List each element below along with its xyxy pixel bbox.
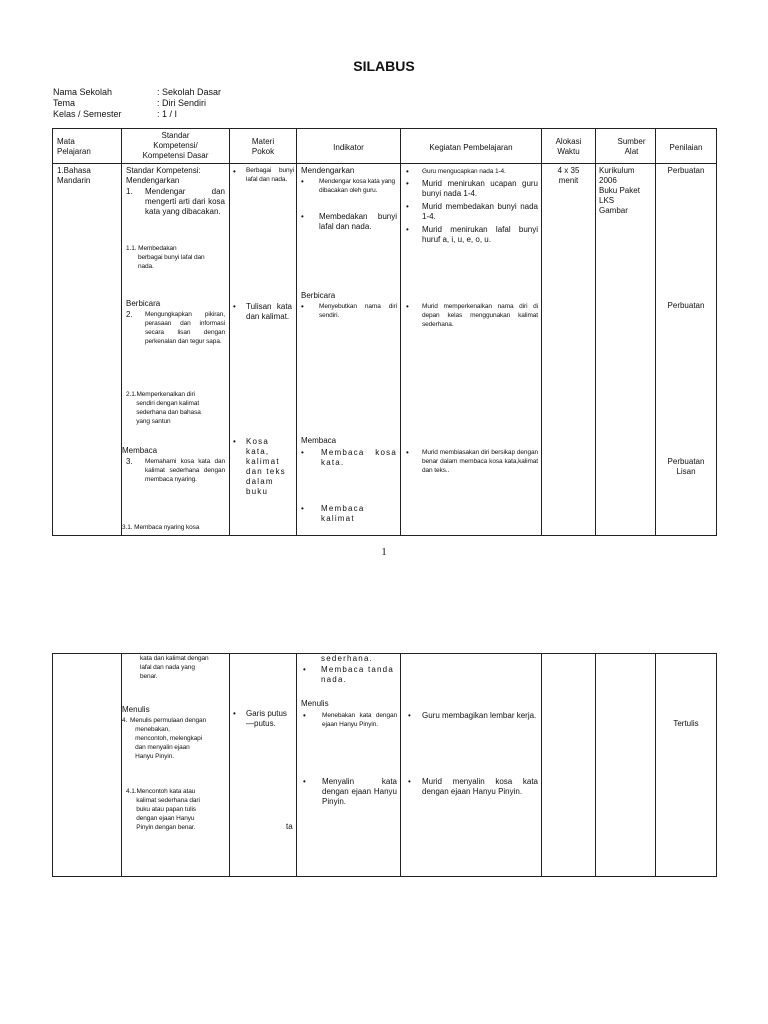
bullet: •: [406, 179, 409, 188]
bullet: •: [233, 709, 236, 718]
bullet: •: [408, 777, 411, 786]
info-nama-sekolah: Nama Sekolah : Sekolah Dasar: [53, 87, 222, 97]
indikator-heading-membaca: Membaca: [301, 436, 337, 445]
sk2-number: 2.: [126, 310, 133, 319]
indikator-4: Membaca kosa kata.: [321, 448, 397, 467]
materi-2: Tulisan kata dan kalimat.: [246, 302, 292, 321]
kegiatan-5: Murid memperkenalkan nama diri di depan kelas menggunakan kalimat sederhana.: [422, 303, 538, 328]
bullet: •: [406, 202, 409, 211]
bullet: •: [301, 302, 304, 311]
col-header-mata: Mata Pelajaran: [57, 137, 91, 156]
penilaian-2: Perbuatan: [667, 301, 705, 310]
bullet: •: [406, 302, 409, 311]
sk1-text: Mendengar dan mengerti arti dari kosa kata yang dibacakan.: [145, 187, 225, 216]
bullet: •: [301, 448, 304, 457]
info-kelas: Kelas / Semester : 1 / I: [53, 109, 178, 119]
materi-4: Garis putus—putus.: [246, 709, 287, 728]
bullet: •: [301, 212, 304, 221]
membaca-heading: Membaca: [122, 446, 158, 455]
bullet: •: [301, 177, 304, 186]
sk-heading: Standar Kompetensi: Mendengarkan: [126, 166, 201, 185]
indikator-continued: sederhana.: [321, 654, 374, 663]
kd-4-1: 4.1.Mencontoh kata atau kalimat sederhana dari buku atau papan tulis dengan ejaan Hanyu Pinyin dengan benar.: [126, 788, 200, 831]
bullet: •: [303, 665, 306, 674]
indikator-heading-menulis: Menulis: [301, 699, 329, 708]
col-header-penilaian: Penilaian: [669, 143, 703, 152]
bullet: •: [408, 711, 411, 720]
col-header-alokasi: Alokasi Waktu: [555, 137, 582, 156]
col-header-standar: Standar Kompetensi/ Kompetensi Dasar: [142, 131, 209, 160]
mata-pelajaran: 1.Bahasa Mandarin: [57, 166, 91, 185]
kegiatan-8: Murid menyalin kosa kata dengan ejaan Hanyu Pinyin.: [422, 777, 538, 796]
kd-3-1: 3.1. Membaca nyaring kosa: [122, 524, 200, 531]
sk1-number: 1.: [126, 187, 133, 196]
kegiatan-7: Guru membagikan lembar kerja.: [422, 711, 537, 720]
indikator-heading-berbicara: Berbicara: [301, 291, 336, 300]
materi-fragment: ta: [286, 822, 293, 831]
materi-3: Kosa kata, kalimat dan teks dalam buku: [246, 437, 286, 496]
bullet: •: [233, 167, 236, 176]
bullet: •: [303, 711, 306, 720]
indikator-2: Membedakan bunyi lafal dan nada.: [319, 212, 397, 231]
kegiatan-3: Murid membedakan bunyi nada 1-4.: [422, 202, 538, 221]
bullet: •: [303, 777, 306, 786]
sk3-number: 3.: [126, 457, 133, 466]
menulis-heading: Menulis: [122, 705, 150, 714]
kegiatan-2: Murid menirukan ucapan guru bunyi nada 1-4.: [422, 179, 538, 198]
col-header-indikator: Indikator: [333, 143, 364, 152]
bullet: •: [406, 448, 409, 457]
bullet: •: [233, 437, 236, 446]
indikator-8: Menyalin kata dengan ejaan Hanyu Pinyin.: [322, 777, 397, 806]
bullet: •: [233, 302, 236, 311]
penilaian-4: Tertulis: [673, 719, 699, 728]
bullet: •: [406, 225, 409, 234]
berbicara-heading: Berbicara: [126, 299, 161, 308]
col-header-sumber: Sumber Alat: [617, 137, 646, 156]
alokasi-waktu: 4 x 35 menit: [557, 166, 580, 185]
kegiatan-6: Murid membiasakan diri bersikap dengan benar dalam membaca kosa kata,kalimat dan teks..: [422, 449, 538, 474]
sk3-text: Memahami kosa kata dan kalimat sederhana dengan membaca nyaring.: [145, 458, 225, 483]
col-header-materi: Materi Pokok: [251, 137, 275, 156]
indikator-1: Mendengar kosa kata yang dibacakan oleh guru.: [319, 178, 396, 194]
kegiatan-1: Guru mengucapkan nada 1-4.: [422, 168, 506, 175]
materi-1: Berbagai bunyi lafal dan nada.: [246, 167, 294, 183]
indikator-7: Menebakan kata dengan ejaan Hanyu Pinyin.: [322, 712, 397, 728]
kegiatan-4: Murid menirukan lafal bunyi huruf a, i, u, e, o, u.: [422, 225, 538, 244]
page-title: SILABUS: [353, 58, 415, 74]
page-number: 1: [381, 546, 387, 558]
sk4-text: Menulis permulaan dengan menebakan, mencontoh, melengkapi dan menyalin ejaan Hanyu Pinyin.: [130, 717, 207, 760]
bullet: •: [406, 167, 409, 176]
kd-3-1-continued: kata dan kalimat dengan lafal dan nada yang benar.: [140, 655, 209, 680]
sk4-number: 4.: [122, 717, 128, 724]
sk2-text: Mengungkapkan pikiran, perasaan dan informasi secara lisan dengan perkenalan dan tegur sapa.: [145, 311, 225, 345]
kd-1-1: 1.1. Membedakan berbagai bunyi lafal dan nada.: [126, 245, 205, 270]
indikator-6: Membaca tanda nada.: [321, 665, 394, 684]
sumber-alat: Kurikulum 2006 Buku Paket LKS Gambar: [599, 166, 640, 215]
indikator-3: Menyebutkan nama diri sendiri.: [319, 303, 397, 319]
penilaian-3: Perbuatan Lisan: [667, 457, 705, 476]
indikator-5: Membaca kalimat: [321, 504, 365, 523]
col-header-kegiatan: Kegiatan Pembelajaran: [429, 143, 513, 152]
indikator-heading-mendengarkan: Mendengarkan: [301, 166, 355, 175]
penilaian-1: Perbuatan: [667, 166, 705, 175]
info-tema: Tema : Diri Sendiri: [53, 98, 207, 108]
bullet: •: [301, 504, 304, 513]
kd-2-1: 2.1.Memperkenalkan diri sendiri dengan kalimat sederhana dan bahasa yang santun: [126, 391, 201, 425]
